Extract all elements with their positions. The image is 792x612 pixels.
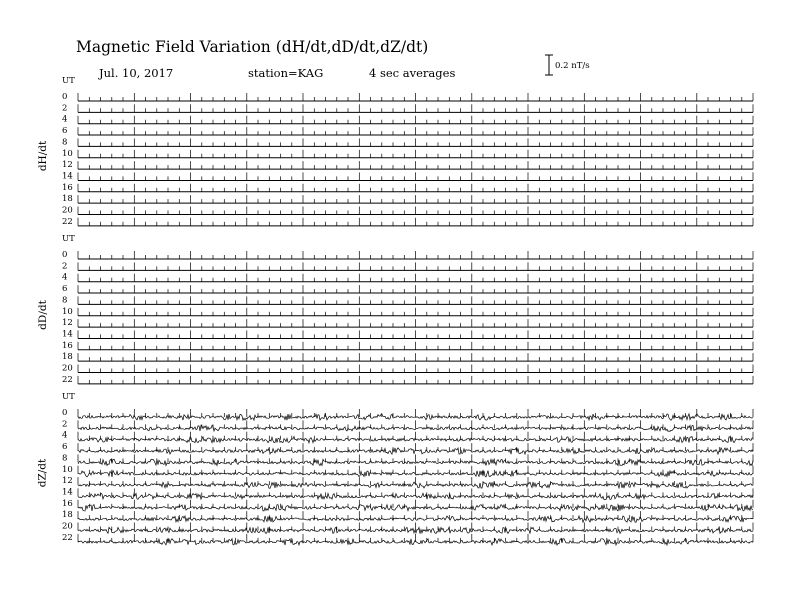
scale-label: 0.2 nT/s xyxy=(555,61,590,71)
row-label-dzdt: 16 xyxy=(62,498,73,509)
panel-label-dh: dH/dt xyxy=(37,140,50,172)
row-label-dzdt: 18 xyxy=(62,510,73,521)
row-label-dddt: 18 xyxy=(62,352,73,363)
row-label-dddt: 8 xyxy=(62,295,68,306)
row-label-dzdt: 12 xyxy=(62,476,73,487)
row-label-dddt: 2 xyxy=(62,261,68,272)
row-label-dzdt: 8 xyxy=(62,453,68,464)
ut-label-dd: UT xyxy=(62,234,75,244)
ut-label-dz: UT xyxy=(62,392,75,402)
station-label: station=KAG xyxy=(248,66,324,80)
row-label-dddt: 6 xyxy=(62,284,68,295)
row-label-dddt: 4 xyxy=(62,272,68,283)
row-label-dddt: 12 xyxy=(62,318,73,329)
row-label-dhdt: 16 xyxy=(62,182,73,193)
row-label-dzdt: 20 xyxy=(62,521,73,532)
row-label-dhdt: 4 xyxy=(62,114,68,125)
row-label-dhdt: 2 xyxy=(62,103,68,114)
row-label-dzdt: 6 xyxy=(62,442,68,453)
row-label-dhdt: 12 xyxy=(62,160,73,171)
row-label-dzdt: 22 xyxy=(62,532,73,543)
ut-label-dh: UT xyxy=(62,76,75,86)
panel-label-dd: dD/dt xyxy=(36,300,49,330)
date-label: Jul. 10, 2017 xyxy=(99,66,174,80)
row-label-dhdt: 6 xyxy=(62,126,68,137)
chart-title: Magnetic Field Variation (dH/dt,dD/dt,dZ/dt) xyxy=(76,38,429,56)
row-label-dddt: 14 xyxy=(62,329,73,340)
row-label-dhdt: 10 xyxy=(62,148,73,159)
row-label-dhdt: 20 xyxy=(62,205,73,216)
row-label-dhdt: 0 xyxy=(62,92,68,102)
row-label-dzdt: 14 xyxy=(62,487,73,498)
row-label-dzdt: 2 xyxy=(62,419,68,430)
row-label-dddt: 10 xyxy=(62,306,73,317)
row-label-dddt: 22 xyxy=(62,374,73,385)
averaging-label: 4 sec averages xyxy=(369,66,456,80)
row-label-dhdt: 14 xyxy=(62,171,73,182)
row-label-dzdt: 0 xyxy=(62,408,68,418)
row-label-dddt: 16 xyxy=(62,340,73,351)
panel-label-dz: dZ/dt xyxy=(36,458,49,488)
row-label-dhdt: 8 xyxy=(62,137,68,148)
row-label-dzdt: 4 xyxy=(62,430,68,441)
row-label-dddt: 0 xyxy=(62,250,68,260)
row-label-dhdt: 22 xyxy=(62,216,73,227)
row-label-dzdt: 10 xyxy=(62,464,73,475)
row-label-dddt: 20 xyxy=(62,363,73,374)
row-label-dhdt: 18 xyxy=(62,194,73,205)
